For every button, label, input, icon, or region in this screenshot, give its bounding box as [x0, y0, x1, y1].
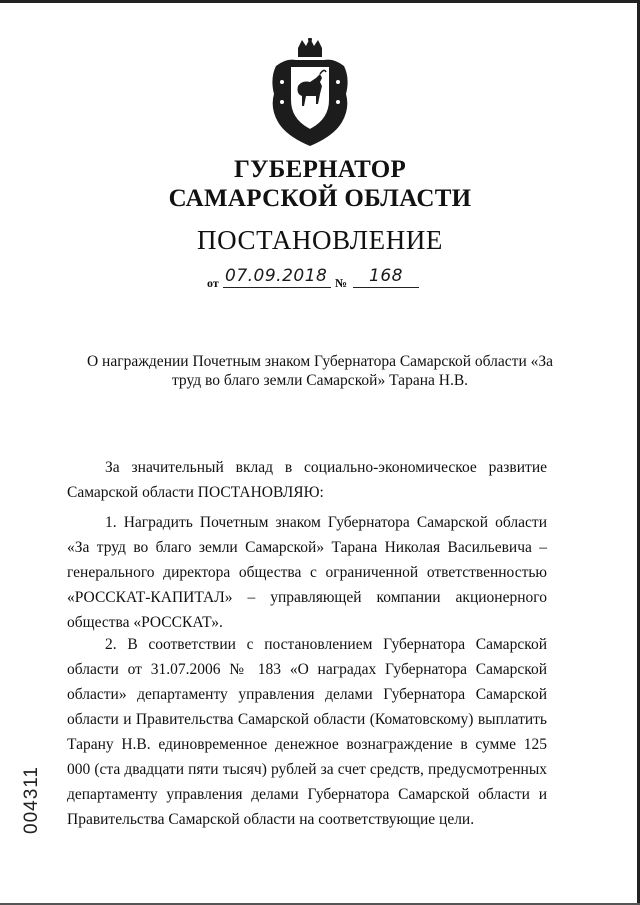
number-label: №: [335, 276, 348, 290]
paragraph-item-2: [67, 632, 547, 832]
document-type-title: ПОСТАНОВЛЕНИЕ: [196, 225, 444, 255]
paragraph-text: За значительный вклад в социально-экономическое развитие Самарской области ПОСТАНОВЛЯЮ:: [67, 459, 547, 501]
scan-edge-top: [0, 0, 640, 3]
from-label: от: [207, 276, 219, 290]
side-document-number: 004311: [21, 766, 42, 834]
paragraph-preamble: [67, 455, 547, 505]
coat-of-arms-emblem-icon: [268, 38, 352, 148]
paragraph-item-1: [67, 510, 547, 635]
document-subject: О награждении Почетным знаком Губернатора Самарской области «За труд во благо земли Самарской» Тарана Н.В.: [86, 353, 554, 389]
date-underline: [223, 287, 331, 288]
header-title-line2: САМАРСКОЙ ОБЛАСТИ: [168, 185, 472, 212]
paragraph-text: 1. Наградить Почетным знаком Губернатора Самарской области «За труд во благо земли Самарской» Тарана Николая Васильевича – генерального директора общества с ограниченной ответственностью «РОССКАТ-КАПИТАЛ» – управляющей компании акционерного общества «РОССКАТ».: [67, 514, 547, 631]
header-title-line1: ГУБЕРНАТОР: [233, 156, 407, 183]
handwritten-number: 168: [369, 266, 403, 286]
handwritten-date: 07.09.2018: [225, 266, 328, 286]
paragraph-text: 2. В соответствии с постановлением Губернатора Самарской области от 31.07.2006 № 183 «О наградах Губернатора Самарской области» департаменту управления делами Губернатора Самарской области и Правительства Самарской области (Коматовскому) выплатить Тарану Н.В. единовременное денежное вознаграждение в сумме 125 000 (ста двадцати пяти тысяч) рублей за счет средств, предусмотренных департаменту управления делами Губернатора Самарской области и Правительства Самарской области на соответствующие цели.: [67, 636, 547, 828]
date-number-line: [207, 268, 467, 292]
number-underline: [353, 287, 419, 288]
